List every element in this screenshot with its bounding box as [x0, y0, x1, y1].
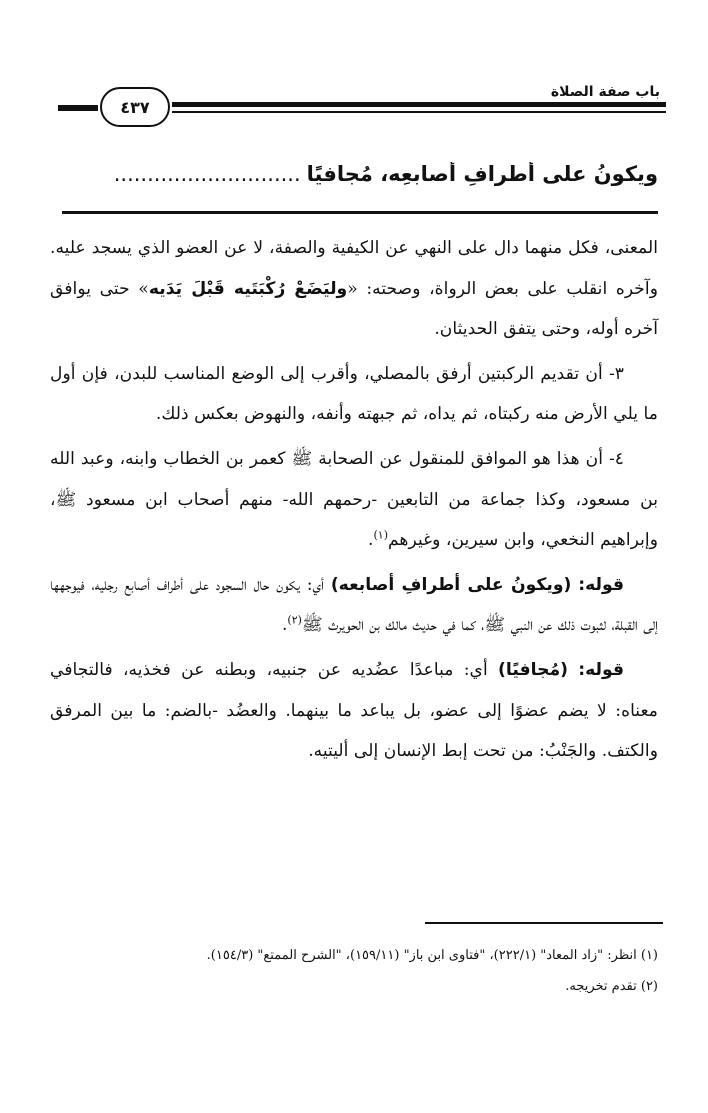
- paragraph-5: [50, 650, 658, 772]
- quote-label: قوله:: [578, 659, 625, 680]
- footnotes: [50, 940, 658, 1002]
- main-text: [50, 228, 658, 776]
- paragraph-5-text: أي: مباعدًا عضُديه عن جنبيه، وبطنه عن فخذيه، فالتجافي معناه: لا يضم عضوًا إلى عضو، بل يباعد ما بينهما. والعضُد -بالضم: ما بين المرفق والكتف. والجَنْبُ: من تحت إبط الإنسان إلى أليتيه.: [50, 659, 658, 762]
- footnote-separator: [425, 922, 663, 924]
- footnote-ref-2: (٢): [287, 613, 302, 627]
- heading-rule: [62, 211, 658, 214]
- hadith-quote: وليَضَعْ رُكْبَتَيه قَبْلَ يَدَيه: [148, 278, 348, 299]
- footnote-ref-1: (١): [373, 528, 388, 542]
- header-rule-left: [58, 105, 98, 111]
- paragraph-4-end: .: [281, 615, 288, 636]
- paragraph-3: [50, 439, 658, 561]
- page-header: [58, 78, 666, 130]
- matn-quote: (ويكونُ على أطرافِ أصابعه): [330, 574, 572, 595]
- quote-label: قوله:: [578, 574, 624, 595]
- header-rule-thin: [172, 111, 666, 113]
- paragraph-2: [50, 354, 658, 435]
- section-heading: [58, 162, 658, 186]
- paragraph-1-text-start: المعنى، فكل منهما دال على النهي عن الكيفية والصفة، لا عن العضو الذي يسجد عليه. وآخره انقلب على بعض الرواة، وصحته: «: [50, 238, 659, 299]
- footnote-1: (١) انظر: "زاد المعاد" (٢٢٢/١)، "فتاوى ابن باز" (١٥٩/١١)، "الشرح الممتع" (١٥٤/٣).: [206, 948, 658, 963]
- paragraph-3-end: .: [368, 530, 374, 551]
- paragraph-3-text: ٤- أن هذا هو الموافق للمنقول عن الصحابة ﷺ كعمر بن الخطاب وابنه، وعبد الله بن مسعود، وكذا جماعة من التابعين -رحمهم الله- منهم أصحاب ابن مسعود ﷺ، وإبراهيم النخعي، وابن سيرين، وغيرهم: [50, 448, 658, 551]
- heading-leader-dots: ............................: [113, 162, 301, 186]
- footnote-2: (٢) تقدم تخريجه.: [565, 979, 658, 994]
- chapter-title: باب صفة الصلاة: [550, 84, 660, 100]
- page-number: ٤٣٧: [100, 87, 170, 127]
- paragraph-1: [50, 228, 658, 350]
- paragraph-4: [50, 565, 658, 646]
- header-rule-thick: [172, 102, 666, 107]
- section-heading-text: ويكونُ على أطرافِ أصابعِه، مُجافيًا: [306, 162, 658, 186]
- paragraph-2-text: ٣- أن تقديم الركبتين أرفق بالمصلي، وأقرب إلى الوضع المناسب للبدن، فإن أول ما يلي الأرض منه ركبتاه، ثم يداه، ثم جبهته وأنفه، والنهوض بعكس ذلك.: [50, 363, 658, 425]
- paragraph-4-text: أي: يكون حال السجود على أطراف أصابع رجليه، فيوجهها إلى القبلة، لثبوت ذلك عن النبي ﷺ، كما في حديث مالك بن الحويرث ﷺ: [50, 574, 658, 636]
- paragraph-1-text-end: » حتى يوافق آخره أوله، وحتى يتفق الحديثان.: [50, 278, 658, 340]
- matn-quote: (مُجافيًا): [498, 659, 568, 680]
